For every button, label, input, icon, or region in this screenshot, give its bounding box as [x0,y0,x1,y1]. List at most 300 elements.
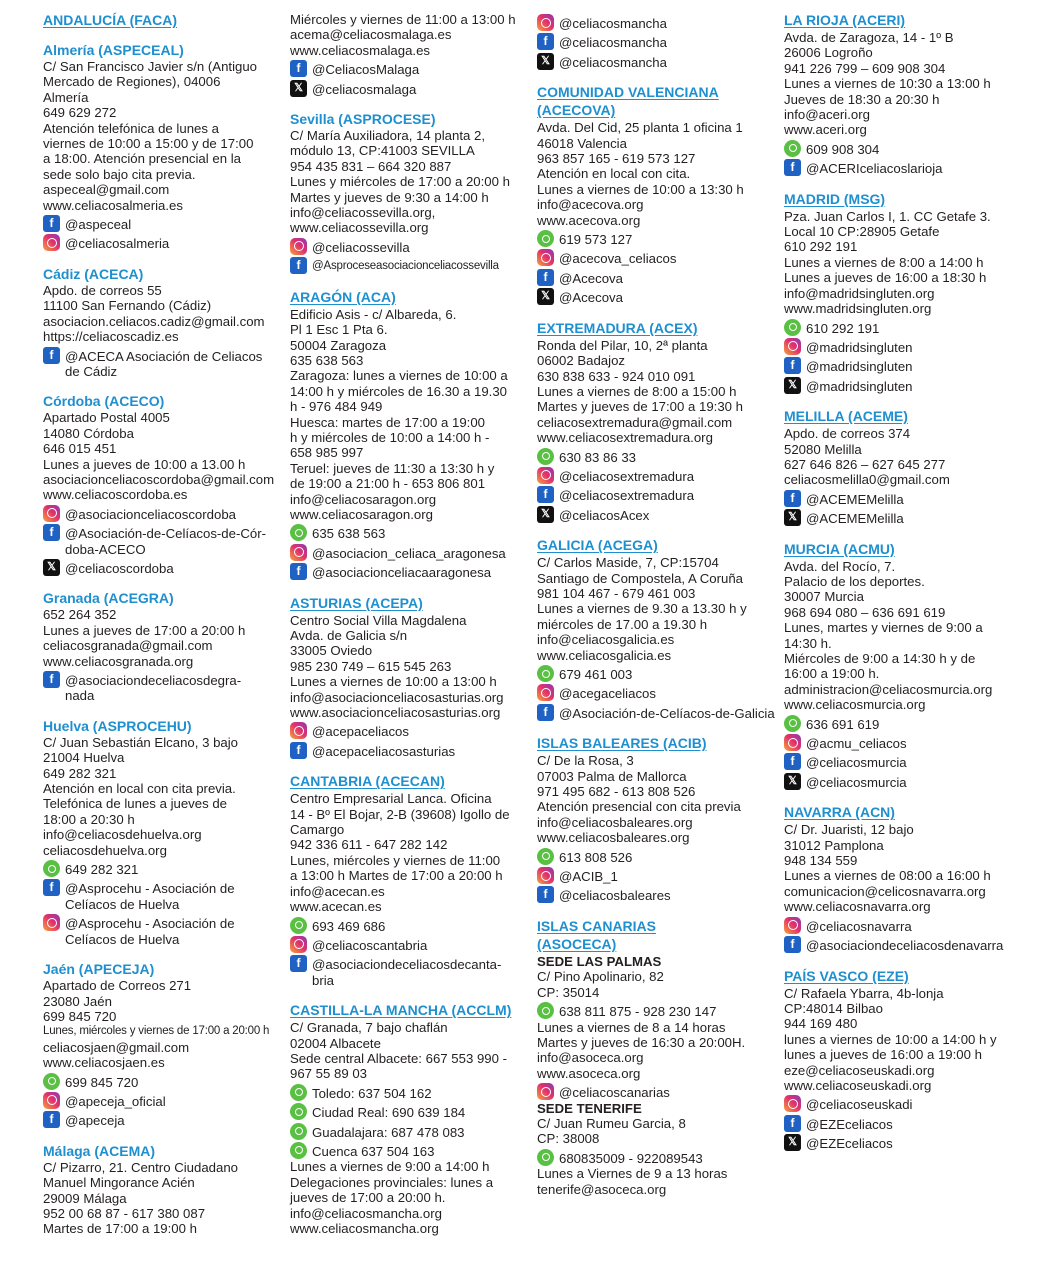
social-handle [806,142,879,157]
info-line: Martes de 17:00 a 19:00 h [43,1221,197,1237]
x-icon: 𝕏 [537,506,554,523]
info-line: Lunes a viernes de 10:30 a 13:00 h [784,76,991,92]
association-name: Málaga (ACEMA) [43,1142,156,1159]
contact-lines [537,1101,777,1147]
social-handle-text: @ACERIceliacoslarioja [806,161,943,177]
info-line: Lunes, miércoles y viernes de 17:00 a 20:00 h [43,1025,270,1038]
facebook-icon: f [43,215,60,232]
whatsapp-icon [43,860,60,877]
info-line: Apdo. de correos 374 [784,426,911,442]
info-line: Apdo. de correos 55 [43,282,162,298]
info-line: 944 169 480 [784,1016,858,1032]
social-entry[interactable] [43,1113,283,1128]
info-line: h y miércoles de 10:00 a 14:00 h - [290,429,490,445]
info-line: info@celiacosdehuelva.org [43,827,202,843]
social-entry[interactable] [784,340,1024,355]
info-line: Telefónica de lunes a jueves de [43,796,228,812]
social-handle-text: @celiacossevilla [312,239,410,255]
social-handle-text: @celiacoscanarias [559,1085,670,1101]
x-icon: 𝕏 [290,80,307,97]
info-line: Manuel Mingorance Acién [43,1175,195,1191]
social-handle-text: Cuenca 637 504 163 [312,1143,435,1159]
social-entry[interactable] [537,16,777,31]
association-name: Huelva (ASPROCEHU) [43,717,192,734]
info-line: SEDE LAS PALMAS [537,953,662,969]
info-line: Pza. Juan Carlos I, 1. CC Getafe 3. [784,208,991,224]
info-line: Jueves de 18:30 a 20:30 h [784,91,940,107]
info-line: acema@celiacosmalaga.es [290,27,452,43]
info-line: 635 638 563 [290,352,364,368]
social-handle [559,251,676,266]
social-handle [806,359,913,374]
social-entry[interactable] [537,706,777,721]
social-handle [559,888,671,903]
social-handle [312,546,506,561]
social-entry[interactable] [784,321,1024,336]
association-block [784,541,1024,791]
social-handle [312,62,419,77]
social-handle-text: @Acecova [559,290,623,306]
info-line: CP:48014 Bilbao [784,1000,883,1016]
info-line: Camargo [290,822,345,838]
social-handle [559,869,618,884]
info-line: 981 104 467 - 679 461 003 [537,585,696,601]
contact-lines [784,426,1024,488]
social-handle-text: 679 461 003 [559,667,633,682]
info-line: 963 857 165 - 619 573 127 [537,151,696,167]
info-line: Atención presencial con cita previa [537,799,741,815]
info-line: módulo 13, CP:41003 SEVILLA [290,143,475,159]
info-line: Martes y jueves de 9:30 a 14:00 h [290,189,489,205]
contact-lines [43,1160,283,1237]
instagram-icon [537,1083,554,1100]
social-handle-text: @celiacosalmeria [65,236,170,252]
info-line: 610 292 191 [784,239,858,255]
social-entry[interactable] [290,546,530,561]
info-line: Miércoles y viernes de 11:00 a 13:00 h [290,12,516,27]
instagram-icon [43,234,60,251]
social-entry[interactable] [784,1136,1024,1151]
social-entry[interactable] [290,1086,530,1101]
facebook-icon: f [290,742,307,759]
social-entry[interactable] [784,492,1024,507]
info-line: info@acecova.org [537,197,644,213]
info-line: C/ Pizarro, 21. Centro Ciudadano [43,1159,238,1175]
social-handle-text: Celíacos de Huelva [65,896,180,912]
info-line: Zaragoza: lunes a viernes de 10:00 a [290,368,508,384]
social-handle-text: @celiacoseuskadi [806,1097,913,1113]
info-line: Centro Social Villa Magdalena [290,612,467,628]
info-line: Apartado de Correos 271 [43,978,192,994]
region-heading: MURCIA (ACMU) [784,540,895,557]
info-line: CP: 38008 [537,1131,600,1147]
social-handle [559,271,623,286]
social-handle-text: @Asprocehu - Asociación de [65,916,235,932]
social-entry[interactable] [43,862,283,877]
whatsapp-icon [537,448,554,465]
contact-lines [290,791,530,914]
social-entry[interactable] [784,1117,1024,1132]
contact-lines [290,128,530,236]
instagram-icon [43,505,60,522]
social-entry[interactable] [290,82,530,97]
info-line: 14 - Bº El Bojar, 2-B (39608) Igollo de [290,806,510,822]
info-line: celiacosgranada@gmail.com [43,638,213,654]
association-block [537,735,777,904]
facebook-icon: f [537,269,554,286]
social-entry[interactable] [290,240,530,255]
info-line: Apartado Postal 4005 [43,410,170,426]
info-line: 952 00 68 87 - 617 380 087 [43,1205,206,1221]
social-entry[interactable] [784,379,1024,394]
association-block [784,968,1024,1152]
x-icon: 𝕏 [537,288,554,305]
social-handle-text: @celiacosmancha [559,35,667,51]
social-handle [559,1004,716,1019]
social-entry[interactable] [43,1075,283,1090]
social-entry[interactable] [537,271,777,286]
info-line: C/ Pino Apolinario, 82 [537,969,664,985]
instagram-icon [43,914,60,931]
social-entry[interactable] [43,217,283,232]
social-handle [806,511,904,526]
instagram-icon [290,722,307,739]
social-entry[interactable] [43,916,283,947]
facebook-icon: f [43,1111,60,1128]
social-handle [312,724,409,739]
region-heading: NAVARRA (ACN) [784,804,895,821]
social-entry[interactable] [784,161,1024,176]
info-line: Lunes a jueves de 17:00 a 20:00 h [43,622,246,638]
social-entry[interactable] [290,744,530,759]
social-handle [312,1144,434,1159]
info-line: www.asociacionceliacosasturias.org [290,705,501,721]
info-line: 26006 Logroño [784,45,873,61]
association-block [290,1002,530,1236]
info-line: C/ Carlos Maside, 7, CP:15704 [537,555,719,571]
info-line: celiacosmelilla0@gmail.com [784,472,950,488]
whatsapp-icon [784,715,801,732]
region-heading: CANTABRIA (ACECAN) [290,773,445,790]
social-handle [65,916,235,947]
social-entry[interactable] [43,236,283,251]
info-line: Lunes a jueves de 16:00 a 18:30 h [784,270,987,286]
social-entry[interactable] [290,938,530,953]
info-line: 18:00 a 20:30 h [43,811,135,827]
instagram-icon [784,338,801,355]
facebook-icon: f [537,886,554,903]
social-handle-text: @acepaceliacos [312,724,409,740]
social-handle [65,526,266,557]
info-line: 652 264 352 [43,607,117,623]
info-line: Lunes a jueves de 10:00 a 13.00 h [43,456,246,472]
social-handle [806,755,907,770]
social-handle [312,240,410,255]
social-entry[interactable] [537,488,777,503]
social-entry[interactable] [784,938,1024,953]
info-line: Avda. de Zaragoza, 14 - 1º B [784,30,954,45]
social-handle [312,1105,465,1120]
social-handle [559,450,636,465]
social-entry[interactable] [290,1125,530,1140]
info-line: Lunes, martes y viernes de 9:00 a [784,620,983,636]
info-line: Centro Empresarial Lanca. Oficina [290,791,492,807]
info-line: Teruel: jueves de 11:30 a 13:30 h y [290,460,495,476]
social-handle [65,1075,138,1090]
info-line: www.celiacoseuskadi.org [784,1077,932,1093]
social-handle-text: 636 691 619 [806,716,880,732]
x-icon: 𝕏 [43,559,60,576]
facebook-icon: f [43,347,60,364]
info-line: 06002 Badajoz [537,353,625,369]
association-name: Almería (ASPECEAL) [43,42,184,58]
social-handle-text: @ACEMEMelilla [806,491,904,507]
info-line: info@celiacosbaleares.org [537,814,693,830]
social-handle [65,1094,166,1109]
social-entry[interactable] [784,142,1024,157]
info-line: info@madridsingluten.org [784,285,935,301]
info-line: 29009 Málaga [43,1190,127,1206]
info-line: info@asoceca.org [537,1050,644,1066]
info-line: Lunes a viernes de 9:00 a 14:00 h [290,1159,490,1175]
whatsapp-icon [537,1149,554,1166]
social-entry[interactable] [290,259,530,274]
info-line: celiacosextremadura@gmail.com [537,414,733,430]
info-line: www.celiacosmurcia.org [784,697,926,713]
info-line: www.aceri.org [784,122,867,138]
info-line: Edificio Asis - c/ Albareda, 6. [290,306,457,322]
social-handle-text: @asociaciondeceliacosdegra- [65,673,242,688]
info-line: celiacosdehuelva.org [43,842,167,858]
column-4 [784,12,1024,1166]
social-handle-text: @Asproceseasociacionceliacossevilla [312,260,499,273]
region-heading: (ACECOVA) [537,102,616,119]
region-heading: COMUNIDAD VALENCIANA [537,84,719,101]
info-line: CP: 35014 [537,984,600,1000]
social-entry[interactable] [290,565,530,580]
info-line: 46018 Valencia [537,135,627,151]
social-handle [65,1113,125,1128]
social-entry[interactable] [537,888,777,903]
association-block [537,84,777,305]
info-line: de 19:00 a 21:00 h - 653 806 801 [290,476,486,492]
social-entry[interactable] [537,251,777,266]
whatsapp-icon [537,848,554,865]
social-entry[interactable] [537,1085,777,1100]
association-block [290,111,530,275]
instagram-icon [784,1095,801,1112]
social-entry[interactable] [43,349,283,380]
info-line: Miércoles de 9:00 a 14:30 h y de [784,651,976,666]
region-heading: MADRID (MSG) [784,190,886,207]
facebook-icon: f [43,524,60,541]
x-icon: 𝕏 [784,1134,801,1151]
info-line: Avda. de Galicia s/n [290,628,408,643]
social-handle [806,1136,893,1151]
info-line: info@acecan.es [290,883,385,899]
social-handle-text: @madridsingluten [806,339,913,355]
info-line: Atención telefónica de lunes a [43,120,219,136]
info-line: lunes a jueves de 16:00 a 19:00 h [784,1047,982,1063]
social-handle [65,862,138,877]
social-entry[interactable] [784,736,1024,751]
instagram-icon [537,249,554,266]
association-block [784,804,1024,953]
info-line: Lunes a viernes de 10:00 a 13:00 h [290,674,497,690]
info-line: 14:30 h. [784,635,832,651]
association-block [43,12,283,28]
social-handle-text: @celiacosmancha [559,16,667,31]
social-entry[interactable] [290,1105,530,1120]
social-handle-text: @celiacoscordoba [65,560,174,576]
contact-lines [43,735,283,858]
info-line: www.celiacoscordoba.es [43,487,188,503]
association-block [537,537,777,721]
info-line: aspeceal@gmail.com [43,182,170,198]
social-entry[interactable] [784,717,1024,732]
info-line: 649 282 321 [43,765,117,781]
social-entry[interactable] [537,850,777,865]
region-heading: ARAGÓN (ACA) [290,288,396,305]
x-icon: 𝕏 [784,509,801,526]
social-handle-text: @celiacoscantabria [312,937,428,953]
association-block [537,320,777,523]
social-entry[interactable] [290,919,530,934]
association-block [537,918,777,1197]
social-handle [65,217,131,232]
info-line: celiacosjaen@gmail.com [43,1039,190,1055]
social-entry[interactable] [290,1144,530,1159]
social-entry[interactable] [537,469,777,484]
facebook-icon: f [43,671,60,688]
social-entry[interactable] [784,755,1024,770]
info-line: info@aceri.org [784,107,870,123]
association-block [43,961,283,1129]
social-entry[interactable] [537,55,777,70]
social-handle [559,232,632,247]
social-handle-text: 613 808 526 [559,849,633,865]
info-line: info@celiacosgalicia.es [537,632,675,648]
social-entry[interactable] [537,232,777,247]
social-entry[interactable] [290,526,530,541]
social-handle [559,850,632,865]
info-line: SEDE TENERIFE [537,1100,642,1116]
social-handle [312,565,491,580]
social-entry[interactable] [537,667,777,682]
info-line: www.acecova.org [537,212,641,228]
social-handle [806,717,879,732]
social-entry[interactable] [537,508,777,523]
social-handle-text: @aspeceal [65,217,132,233]
social-handle-text: 635 638 563 [312,526,386,542]
x-icon: 𝕏 [784,773,801,790]
association-block [290,773,530,988]
facebook-icon: f [784,159,801,176]
region-heading: MELILLA (ACEME) [784,408,908,425]
social-handle [312,938,427,953]
social-handle [806,736,907,751]
social-entry[interactable] [784,511,1024,526]
social-entry[interactable] [290,724,530,739]
info-line: 649 629 272 [43,105,117,121]
social-entry[interactable] [43,561,283,576]
social-entry[interactable] [784,1097,1024,1112]
info-line: www.celiacossevilla.org [290,220,429,236]
social-handle-text: @celiacosmalaga [312,81,417,97]
social-handle-text: @asociacion_celiaca_aragonesa [312,545,506,561]
social-handle-text: @EZEceliacos [806,1116,893,1132]
social-entry[interactable] [784,919,1024,934]
social-entry[interactable] [784,775,1024,790]
social-entry[interactable] [537,1004,777,1019]
instagram-icon [290,936,307,953]
whatsapp-icon [537,1002,554,1019]
info-line: C/ Dr. Juaristi, 12 bajo [784,822,914,838]
social-entry[interactable] [784,359,1024,374]
instagram-icon [537,867,554,884]
info-line: C/ Juan Rumeu Garcia, 8 [537,1115,686,1131]
social-handle-text: Celíacos de Huelva [65,931,180,947]
social-entry[interactable] [290,62,530,77]
social-entry[interactable] [43,673,283,704]
whatsapp-icon [290,1084,307,1101]
social-handle [65,673,241,704]
social-entry[interactable] [43,881,283,912]
social-entry[interactable] [290,957,530,988]
contact-lines [784,559,1024,713]
info-line: 14080 Córdoba [43,425,134,441]
info-line: www.celiacosextremadura.org [537,430,713,446]
whatsapp-icon [290,917,307,934]
social-handle-text: @acepaceliacosasturias [312,743,456,759]
info-line: 16:00 a 19:00 h. [784,666,880,682]
association-block [43,266,283,379]
social-handle-text: @madridsingluten [806,359,913,375]
info-line: Local 10 CP:28905 Getafe [784,224,940,240]
social-entry[interactable] [537,1151,777,1166]
social-handle [806,919,912,934]
info-line: Ronda del Pilar, 10, 2ª planta [537,337,708,353]
social-entry[interactable] [537,290,777,305]
social-handle-text: @Asprocehu - Asociación de [65,881,235,897]
social-handle-text: @celiacosAcex [559,507,650,523]
social-entry[interactable] [537,869,777,884]
association-block [537,16,777,70]
info-line: Santiago de Compostela, A Coruña [537,570,744,586]
social-entry[interactable] [43,526,283,557]
info-line: Martes y jueves de 17:00 a 19:30 h [537,399,744,415]
association-name: Cádiz (ACECA) [43,265,144,282]
instagram-icon [537,684,554,701]
social-handle [806,492,904,507]
social-entry[interactable] [43,1094,283,1109]
info-line: www.asoceca.org [537,1065,641,1081]
association-name: Sevilla (ASPROCESE) [290,111,436,128]
social-handle-text: Toledo: 637 504 162 [312,1085,432,1101]
social-entry[interactable] [43,507,283,522]
social-entry[interactable] [537,35,777,50]
social-handle [559,686,656,701]
social-handle [806,340,913,355]
contact-lines [784,30,1024,138]
social-handle-text: 610 292 191 [806,320,880,336]
contact-lines [43,607,283,669]
social-handle [559,469,694,484]
facebook-icon: f [537,33,554,50]
social-entry[interactable] [537,686,777,701]
social-entry[interactable] [537,450,777,465]
social-handle-text: @celiacosextremadura [559,488,695,504]
